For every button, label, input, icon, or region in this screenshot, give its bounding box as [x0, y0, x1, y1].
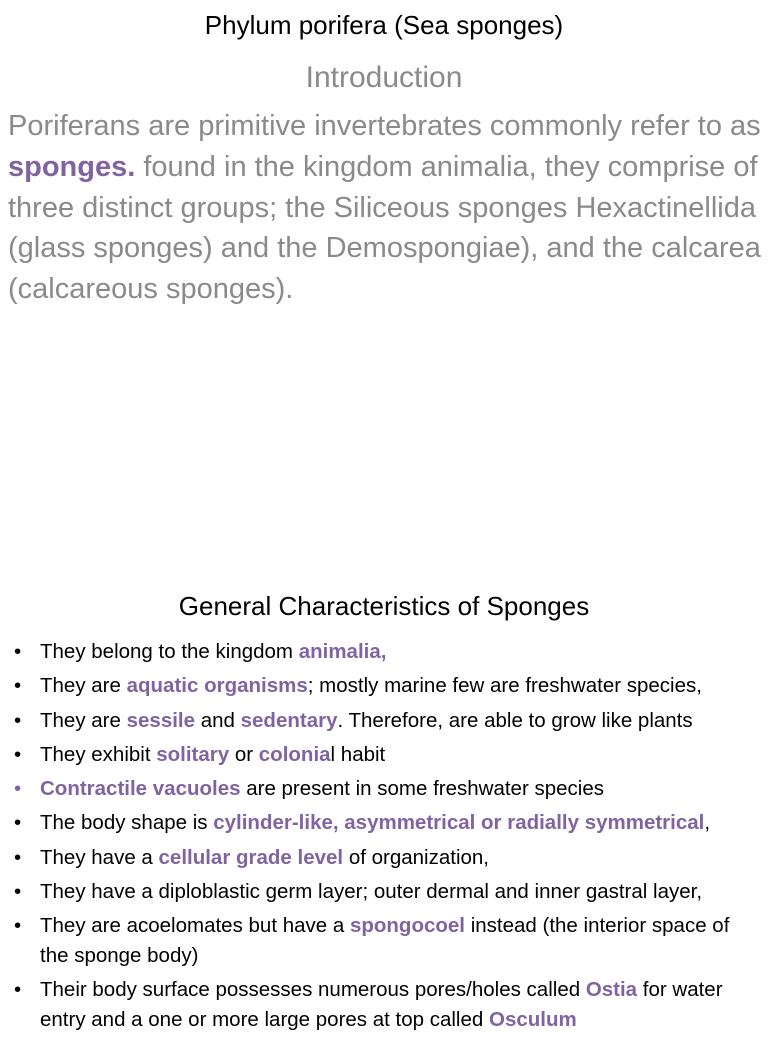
list-item [0, 637, 768, 667]
item-text: Their body surface possesses numerous pores/holes called [40, 978, 586, 1002]
item-highlight: solitary [156, 742, 230, 766]
bullet-icon: • [14, 978, 22, 1002]
bullet-icon: • [14, 742, 22, 766]
item-highlight: spongocoel [349, 914, 466, 938]
bullet-icon: • [14, 811, 22, 835]
item-text: They exhibit [40, 742, 157, 766]
item-highlight: cylinder-like, asymmetrical or radially symmetrical [213, 811, 705, 835]
list-item [0, 808, 768, 838]
bullet-icon: • [14, 674, 22, 698]
item-highlight: Osculum [489, 1007, 577, 1031]
page-title: Phylum porifera (Sea sponges) [204, 10, 564, 40]
item-highlight: aquatic organisms [126, 674, 308, 698]
bullet-icon: • [14, 708, 22, 732]
item-highlight: sedentary [240, 708, 338, 732]
item-text: instead (the interior space of the sponge body) [40, 914, 730, 967]
item-text: of organization, [343, 845, 489, 869]
item-text: l habit [330, 742, 386, 766]
list-item [0, 843, 768, 873]
characteristics-heading: General Characteristics of Sponges [178, 591, 590, 621]
intro-paragraph [8, 106, 764, 310]
item-text: They are [40, 674, 127, 698]
bullet-icon: • [14, 640, 22, 663]
list-item [0, 911, 768, 970]
item-highlight: colonia [258, 742, 331, 766]
intro-text-2: found in the kingdom animalia, they comprise of three distinct groups; the Siliceous sponges Hexactinellida (glass sponges) and the Demospongiae), and the calcarea (calcareous sponges). [8, 150, 761, 306]
item-text: They belong to the kingdom [40, 640, 299, 663]
bullet-icon: • [14, 845, 22, 869]
characteristics-list [0, 637, 768, 1039]
list-item [0, 774, 768, 804]
item-text: They are acoelomates but have a [40, 914, 350, 938]
intro-text-1: Poriferans are primitive invertebrates commonly refer to as [8, 110, 761, 142]
item-text: . Therefore, are able to grow like plants [337, 708, 693, 732]
item-text: ; mostly marine few are freshwater species, [307, 674, 702, 698]
item-text: or [229, 742, 259, 766]
item-text: They have a [40, 845, 159, 869]
item-text: The body shape is [40, 811, 214, 835]
item-highlight: sessile [126, 708, 196, 732]
item-text: are present in some freshwater species [240, 777, 604, 801]
intro-highlight-sponges: sponges. [8, 150, 136, 183]
list-item [0, 706, 768, 736]
item-highlight: Ostia [585, 978, 638, 1002]
bullet-icon: • [14, 914, 22, 938]
list-item [0, 975, 768, 1034]
item-text: for water entry and a one or more large pores at top called [40, 978, 723, 1031]
bullet-icon: • [14, 880, 22, 904]
item-highlight: cellular grade level [158, 845, 344, 869]
item-highlight: animalia, [298, 640, 387, 663]
intro-heading: Introduction [305, 61, 463, 94]
item-text: They are [40, 708, 127, 732]
item-highlight: Contractile vacuoles [40, 777, 241, 801]
list-item [0, 877, 768, 907]
item-text: They have a diploblastic germ layer; outer dermal and inner gastral layer, [40, 880, 703, 904]
item-text: , [704, 811, 711, 835]
item-text: and [195, 708, 241, 732]
list-item [0, 740, 768, 770]
bullet-icon: • [14, 777, 22, 801]
list-item [0, 671, 768, 701]
